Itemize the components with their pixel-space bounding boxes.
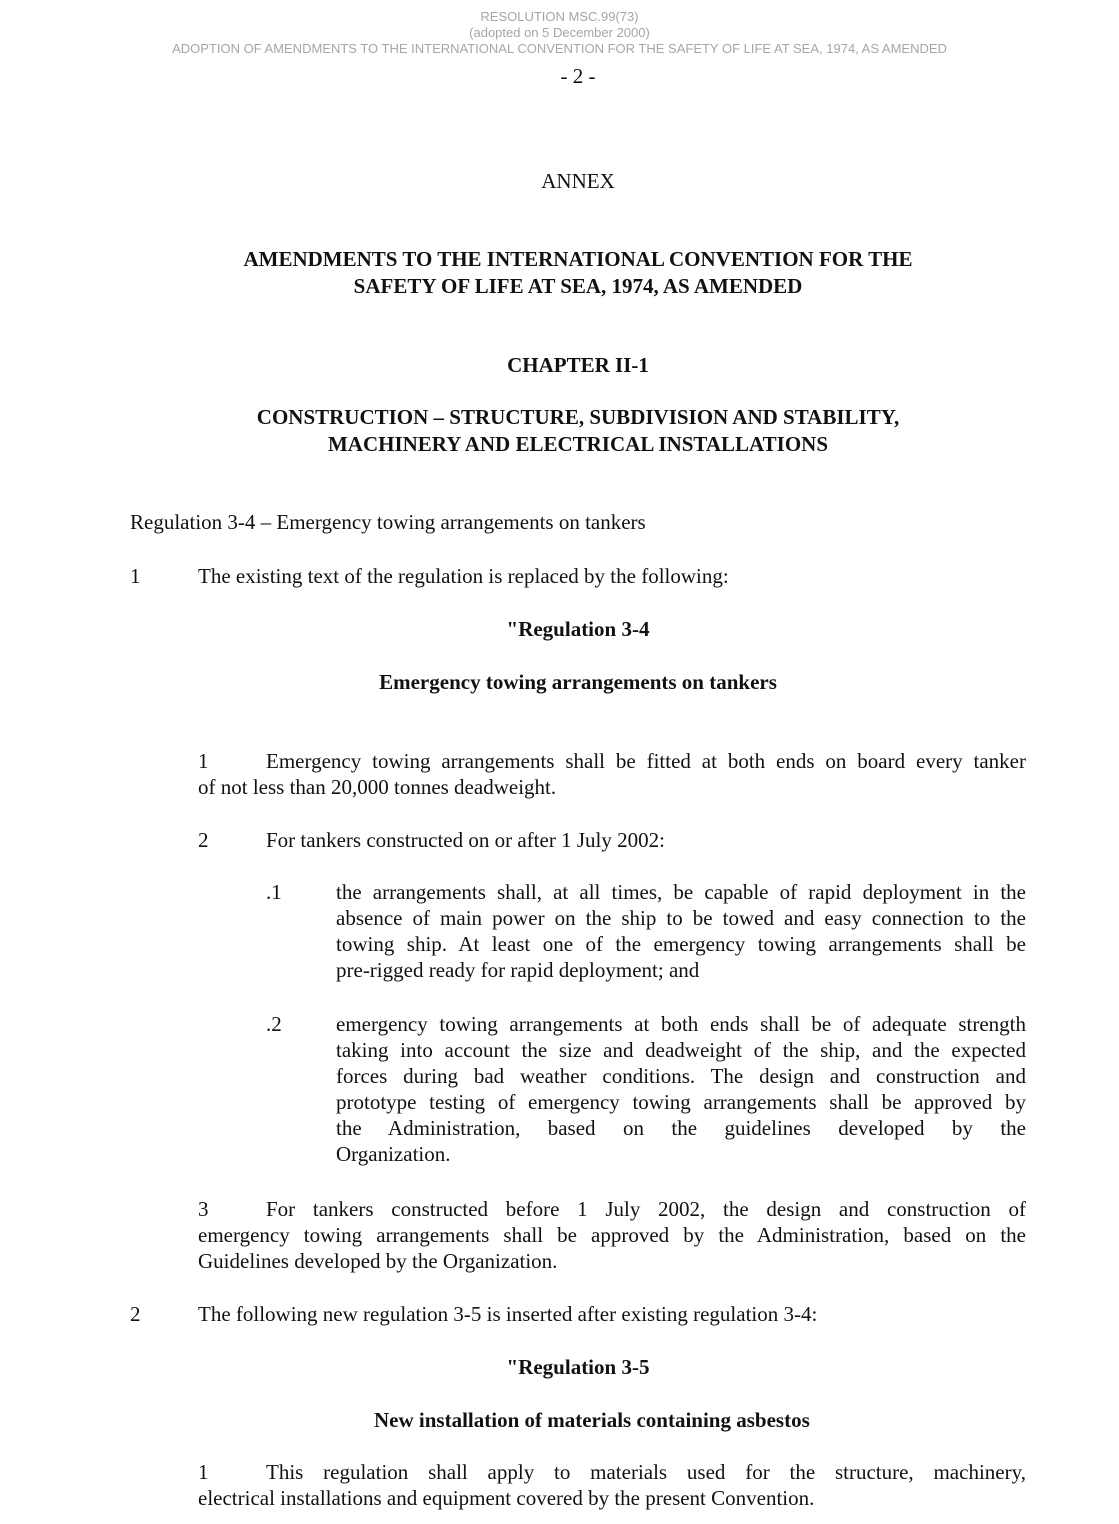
reg34-paragraph-3-line-2: emergency towing arrangements shall be approved by the Administration, based on the <box>198 1223 1026 1247</box>
item-1-text: The existing text of the regulation is replaced by the following: <box>198 564 729 588</box>
regulation-3-4-subheading: Emergency towing arrangements on tankers <box>379 670 777 694</box>
reg35-paragraph-1 <box>198 1459 1026 1511</box>
title-line-1: AMENDMENTS TO THE INTERNATIONAL CONVENTION FOR THE <box>243 247 913 271</box>
regulation-3-5-subheading: New installation of materials containing asbestos <box>374 1408 810 1432</box>
item-2-number: 2 <box>130 1302 141 1326</box>
reg34-sub-1-line: absence of main power on the ship to be towed and easy connection to the <box>336 906 1026 930</box>
header-adopted-date: (adopted on 5 December 2000) <box>469 25 650 40</box>
item-2-text: The following new regulation 3-5 is inserted after existing regulation 3-4: <box>198 1302 818 1326</box>
regulation-3-5-heading: "Regulation 3-5 <box>506 1355 650 1379</box>
reg34-paragraph-3-number: 3 <box>198 1197 209 1221</box>
reg34-sub-2-line: taking into account the size and deadweight of the ship, and the expected <box>336 1038 1026 1062</box>
reg34-sub-2-line: emergency towing arrangements at both ends shall be of adequate strength <box>336 1012 1026 1036</box>
reg34-paragraph-2-text: For tankers constructed on or after 1 July 2002: <box>266 828 665 852</box>
reg34-paragraph-1-line-2: of not less than 20,000 tonnes deadweight. <box>198 775 557 799</box>
reg34-sub-2-line: the Administration, based on the guidelines developed by the <box>336 1116 1026 1140</box>
chapter-title-line-1: CONSTRUCTION – STRUCTURE, SUBDIVISION AND STABILITY, <box>256 405 900 429</box>
item-1-number: 1 <box>130 564 141 588</box>
regulation-3-4-heading: "Regulation 3-4 <box>506 617 650 641</box>
header-title: ADOPTION OF AMENDMENTS TO THE INTERNATIONAL CONVENTION FOR THE SAFETY OF LIFE AT SEA, 1974, AS AMENDED <box>172 41 947 56</box>
reg34-paragraph-3-line-1: For tankers constructed before 1 July 2002, the design and construction of <box>266 1197 1026 1221</box>
reg34-sub-1-line: pre-rigged ready for rapid deployment; and <box>336 958 700 982</box>
reg34-sub-2-line: forces during bad weather conditions. The design and construction and <box>336 1064 1026 1088</box>
reg35-paragraph-1-line-1: This regulation shall apply to materials used for the structure, machinery, <box>266 1460 1026 1484</box>
reg35-paragraph-1-line-2: electrical installations and equipment covered by the present Convention. <box>198 1486 815 1510</box>
title-line-2: SAFETY OF LIFE AT SEA, 1974, AS AMENDED <box>353 274 803 298</box>
reg34-sub-2-line: prototype testing of emergency towing arrangements shall be approved by <box>336 1090 1026 1114</box>
page-number: - 2 - <box>560 64 596 88</box>
reg34-sub-1-line: the arrangements shall, at all times, be capable of rapid deployment in the <box>336 880 1026 904</box>
reg34-paragraph-1-line-1: Emergency towing arrangements shall be fitted at both ends on board every tanker <box>266 749 1026 773</box>
reg34-sub-1-text <box>336 879 1026 983</box>
reg34-paragraph-3-line-3: Guidelines developed by the Organization. <box>198 1249 558 1273</box>
reg34-sub-1-line: towing ship. At least one of the emergency towing arrangements shall be <box>336 932 1026 956</box>
reg34-paragraph-1 <box>198 748 1026 800</box>
reg34-paragraph-3 <box>198 1196 1026 1274</box>
reg35-paragraph-1-number: 1 <box>198 1460 209 1484</box>
reg34-paragraph-2-number: 2 <box>198 828 209 852</box>
reg34-paragraph-1-number: 1 <box>198 749 209 773</box>
reg34-sub-1-number: .1 <box>266 880 282 904</box>
reg34-sub-2-text <box>336 1011 1026 1167</box>
reg34-sub-2-line: Organization. <box>336 1142 451 1166</box>
reg34-sub-2-number: .2 <box>266 1012 282 1036</box>
annex-heading: ANNEX <box>541 169 615 193</box>
chapter-title-line-2: MACHINERY AND ELECTRICAL INSTALLATIONS <box>327 432 829 456</box>
chapter-heading: CHAPTER II-1 <box>507 353 649 377</box>
header-resolution: RESOLUTION MSC.99(73) <box>480 9 639 24</box>
regulation-reference: Regulation 3-4 – Emergency towing arrangements on tankers <box>130 510 646 534</box>
